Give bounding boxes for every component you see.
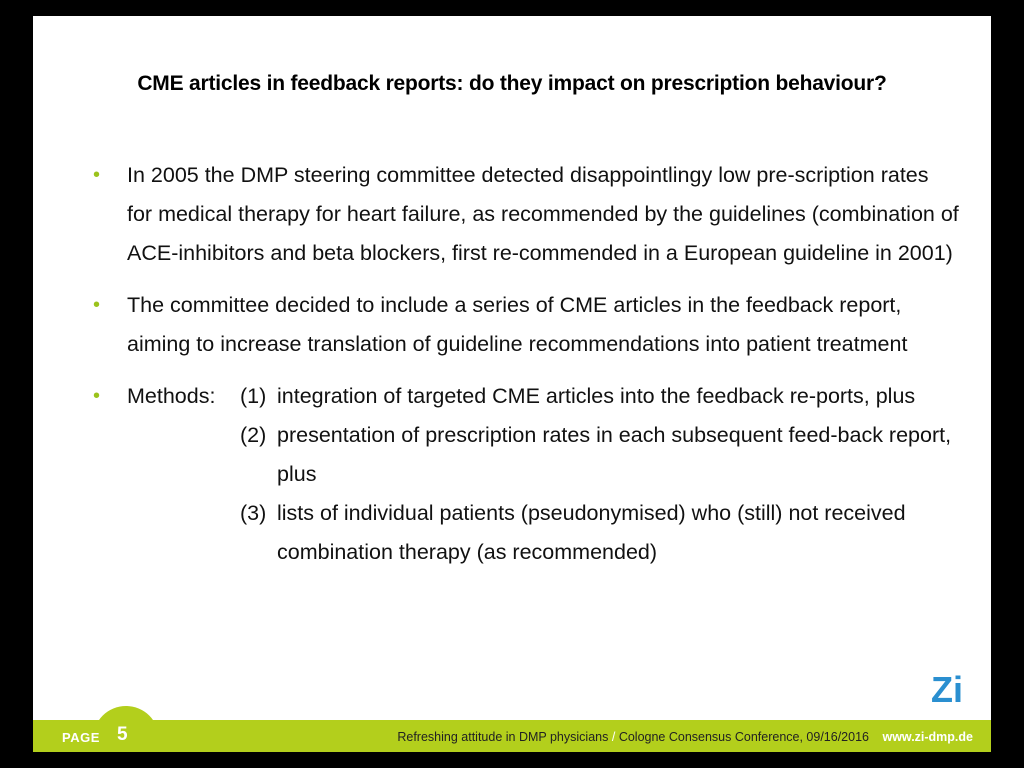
bullet-dot-icon: • [93, 164, 101, 186]
bullet-dot-icon: • [93, 294, 101, 316]
logo-text: Zi [931, 670, 963, 704]
methods-item-text: integration of targeted CME articles into the feedback re-ports, plus [277, 384, 916, 408]
bullet-text: In 2005 the DMP steering committee detected disappointlingy low pre-scription rates for medical therapy for heart failure, as recommended by the guidelines (combination of ACE-inhibitors and beta blockers, first re-commended in a European guideline in 2001) [127, 163, 959, 265]
methods-item [240, 377, 959, 416]
page-label: PAGE [62, 730, 100, 745]
bullet-text: The committee decided to include a series of CME articles in the feedback report, aiming to increase translation of guideline recommendations into patient treatment [127, 293, 908, 356]
page-number: 5 [117, 724, 128, 745]
methods-item-number: (1) [240, 384, 267, 408]
methods-list [240, 377, 959, 572]
methods-item-text: lists of individual patients (pseudonymised) who (still) not received combination therapy (as recommended) [277, 501, 906, 564]
bullet-item-methods [89, 377, 959, 572]
bullet-item [89, 286, 959, 364]
bullet-dot-icon: • [93, 385, 101, 407]
footer-text [397, 730, 973, 744]
methods-item [240, 416, 959, 494]
methods-item-text: presentation of prescription rates in each subsequent feed-back report, plus [277, 423, 952, 486]
footer-separator: / [611, 730, 616, 744]
slide [33, 16, 991, 752]
zi-logo-icon [931, 670, 973, 704]
footer-conference: Cologne Consensus Conference, 09/16/2016 [618, 730, 869, 744]
bullet-item [89, 156, 959, 273]
methods-item-number: (3) [240, 501, 267, 525]
footer-title: Refreshing attitude in DMP physicians [397, 730, 609, 744]
slide-title: CME articles in feedback reports: do they impact on prescription behaviour? [137, 72, 887, 95]
methods-item-number: (2) [240, 423, 267, 447]
bullet-list [89, 156, 959, 572]
methods-block [127, 377, 959, 572]
methods-label: Methods: [127, 384, 216, 408]
footer-url: www.zi-dmp.de [882, 730, 973, 744]
methods-item [240, 494, 959, 572]
